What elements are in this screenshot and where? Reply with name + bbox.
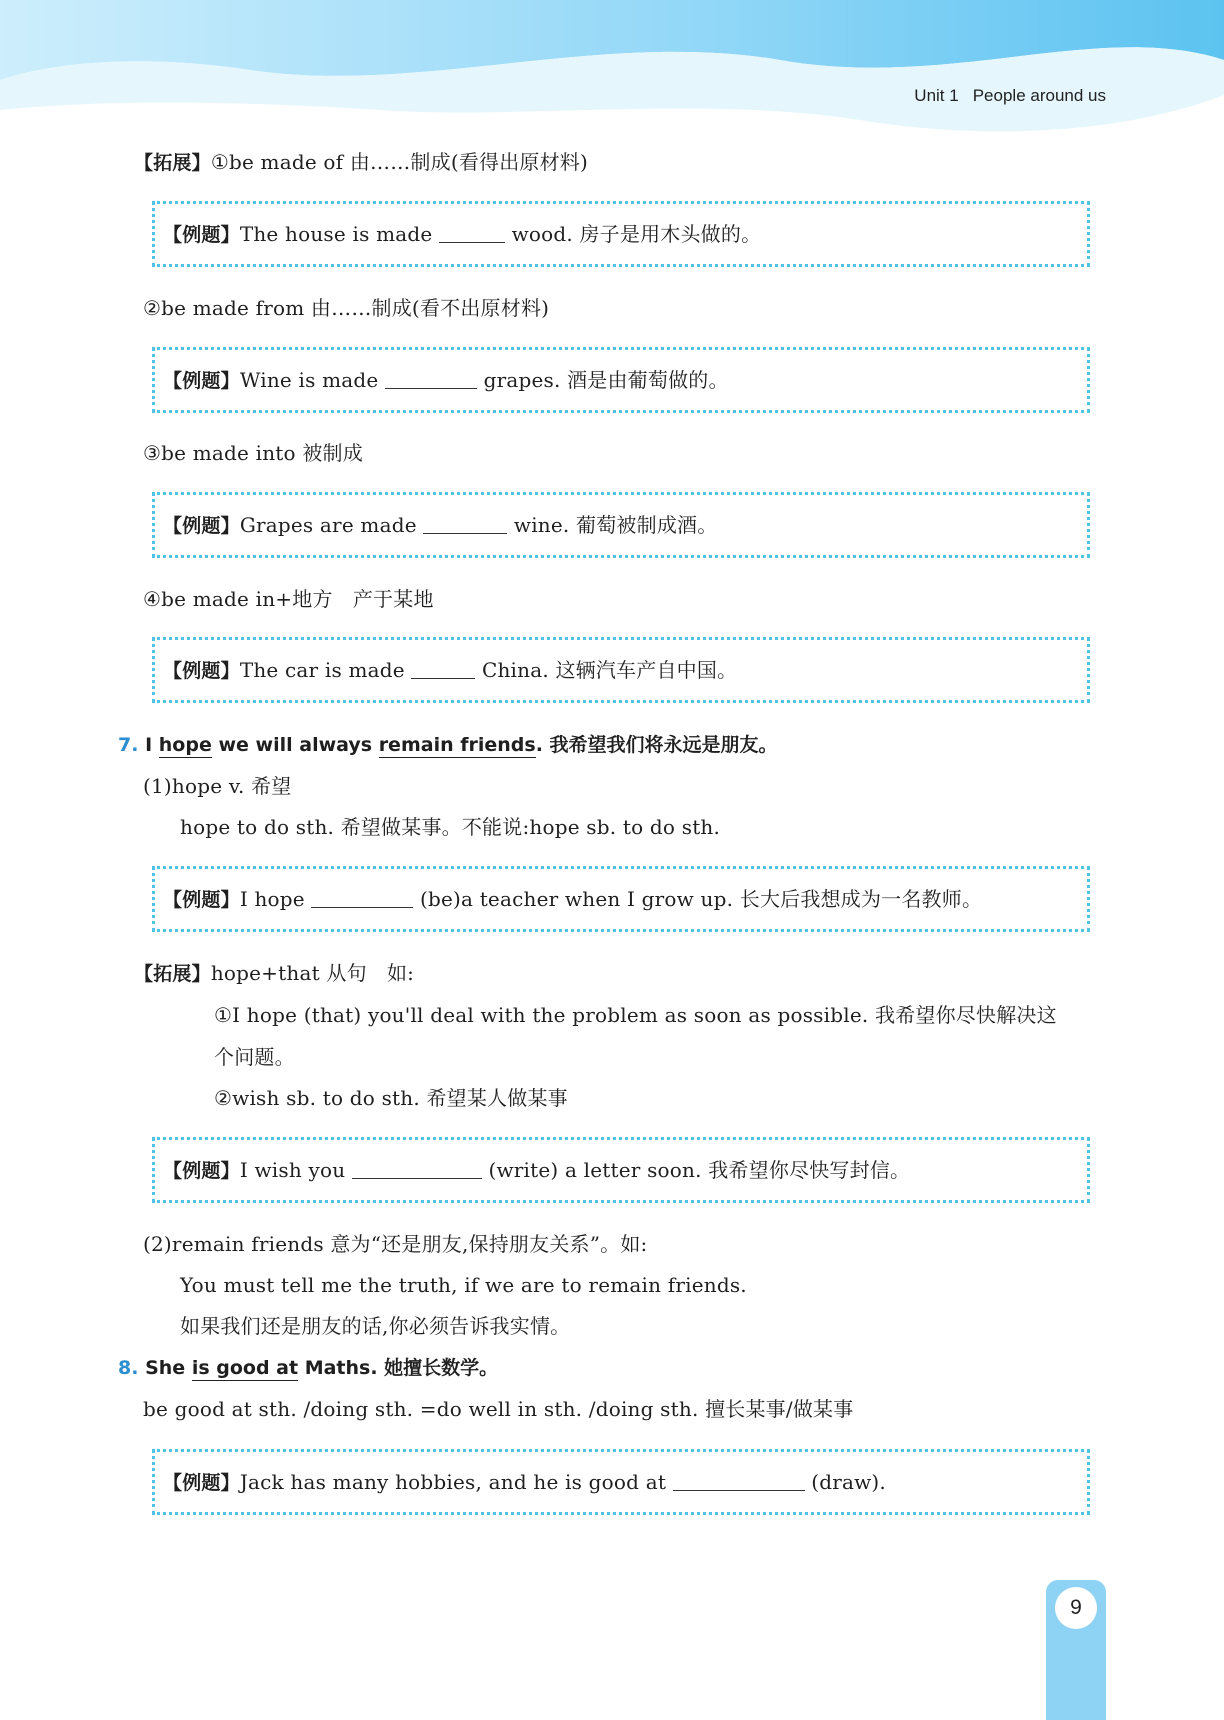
answer-blank[interactable] — [385, 366, 477, 389]
heading-word: I — [145, 734, 153, 756]
extension-text: ①be made of 由……制成(看得出原材料) — [210, 150, 589, 174]
example-tag: 【例题】 — [163, 1160, 240, 1182]
point-number: 8. — [118, 1357, 139, 1379]
sub-point-2: (2)remain friends 意为“还是朋友,保持朋友关系”。如: — [143, 1232, 648, 1256]
sub-point-1: (1)hope v. 希望 — [143, 774, 292, 798]
heading-translation: . 我希望我们将永远是朋友。 — [535, 734, 778, 756]
header-banner — [0, 0, 1224, 140]
extension-2-item-2: ②wish sb. to do sth. 希望某人做某事 — [214, 1086, 568, 1110]
usage-note: hope to do sth. 希望做某事。不能说:hope sb. to do sth. — [180, 815, 721, 839]
example-tag: 【例题】 — [163, 515, 240, 537]
point-7-heading — [118, 731, 778, 759]
answer-blank[interactable] — [423, 511, 507, 534]
heading-word: we will always — [218, 734, 373, 756]
example-text: The car is made — [239, 658, 405, 682]
usage-note: be good at sth. /doing sth. =do well in sth. /doing sth. 擅长某事/做某事 — [143, 1397, 854, 1421]
example-text: I wish you — [239, 1158, 346, 1182]
example-sentence-en: You must tell me the truth, if we are to remain friends. — [180, 1273, 747, 1297]
unit-name: People around us — [972, 86, 1106, 105]
example-box-2 — [152, 347, 1090, 413]
extension-item-1 — [134, 148, 588, 177]
example-box-3 — [152, 492, 1090, 558]
header-wave — [0, 0, 1224, 140]
unit-label: Unit 1 — [914, 86, 959, 105]
example-text: Grapes are made — [239, 513, 417, 537]
example-text: (be)a teacher when I grow up. 长大后我想成为一名教师。 — [419, 887, 983, 911]
example-sentence-cn: 如果我们还是朋友的话,你必须告诉我实情。 — [180, 1314, 571, 1338]
example-text: (write) a letter soon. 我希望你尽快写封信。 — [488, 1158, 911, 1182]
example-tag: 【例题】 — [163, 1472, 240, 1494]
example-tag: 【例题】 — [163, 660, 240, 682]
heading-translation: Maths. 她擅长数学。 — [304, 1357, 499, 1379]
example-box-4 — [152, 637, 1090, 703]
example-text: grapes. 酒是由葡萄做的。 — [483, 368, 729, 392]
example-box-6 — [152, 1137, 1090, 1203]
example-text: wine. 葡萄被制成酒。 — [513, 513, 718, 537]
heading-word: She — [145, 1357, 186, 1379]
example-text: wood. 房子是用木头做的。 — [511, 222, 762, 246]
page-number: 9 — [1055, 1587, 1097, 1629]
answer-blank[interactable] — [411, 656, 475, 679]
example-box-1 — [152, 201, 1090, 267]
example-box-5 — [152, 866, 1090, 932]
key-phrase: remain friends — [378, 734, 536, 756]
answer-blank[interactable] — [439, 220, 505, 243]
key-phrase: is good at — [191, 1357, 299, 1379]
example-tag: 【例题】 — [163, 889, 240, 911]
extension-label: 【拓展】 — [134, 963, 211, 985]
extension-2 — [134, 959, 414, 988]
example-tag: 【例题】 — [163, 224, 240, 246]
extension-label: 【拓展】 — [134, 152, 211, 174]
example-text: I hope — [239, 887, 305, 911]
extension-text: hope+that 从句 如: — [210, 961, 415, 985]
point-number: 7. — [118, 734, 139, 756]
answer-blank[interactable] — [311, 885, 413, 908]
point-8-heading — [118, 1354, 498, 1382]
extension-2-item-1-cont: 个问题。 — [214, 1045, 295, 1069]
extension-item-2: ②be made from 由……制成(看不出原材料) — [143, 296, 550, 320]
answer-blank[interactable] — [352, 1156, 482, 1179]
unit-title — [914, 86, 1106, 106]
example-text: China. 这辆汽车产自中国。 — [481, 658, 738, 682]
example-text: Jack has many hobbies, and he is good at — [239, 1470, 667, 1494]
example-tag: 【例题】 — [163, 370, 240, 392]
answer-blank[interactable] — [673, 1468, 805, 1491]
extension-item-4: ④be made in+地方 产于某地 — [143, 587, 434, 611]
example-box-7 — [152, 1449, 1090, 1515]
key-phrase: hope — [158, 734, 212, 756]
extension-item-3: ③be made into 被制成 — [143, 441, 363, 465]
example-text: Wine is made — [239, 368, 379, 392]
extension-2-item-1: ①I hope (that) you'll deal with the problem as soon as possible. 我希望你尽快解决这 — [214, 1003, 1057, 1027]
example-text: (draw). — [811, 1470, 886, 1494]
example-text: The house is made — [239, 222, 433, 246]
